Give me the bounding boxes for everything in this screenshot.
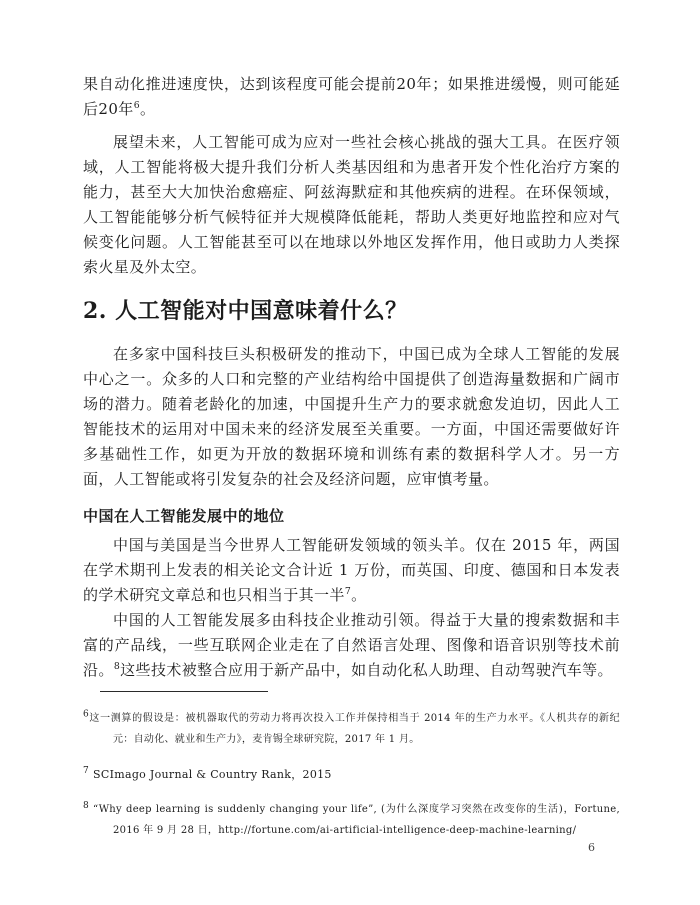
footnote-number-6: 6 — [83, 709, 90, 720]
footnote-ref-8: 8 — [113, 661, 121, 672]
footnote-number-7: 7 — [83, 766, 90, 777]
paragraph-text: 。 — [351, 586, 367, 604]
paragraph-text: 这些技术被整合应用于新产品中，如自动化私人助理、自动驾驶汽车等。 — [120, 661, 613, 679]
footnote-separator — [100, 691, 268, 692]
footnote-8 — [83, 799, 620, 841]
paragraph-china-development: 在多家中国科技巨头积极研发的推动下，中国已成为全球人工智能的发展中心之一。众多的人口和完整的产业结构给中国提供了创造海量数据和广阔市场的潜力。随着老龄化的加速，中国提升生产力的要求就愈发迫切，因此人工智能技术的运用对中国未来的经济发展至关重要。一方面，中国还需要做好许多基础性工作，如更为开放的数据环境和训练有素的数据科学人才。另一方面，人工智能或将引发复杂的社会及经济问题，应审慎考量。 — [83, 345, 620, 488]
paragraph-text: 果自动化推进速度快，达到该程度可能会提前20年；如果推进缓慢，则可能延后20年 — [83, 75, 620, 118]
body-text — [83, 72, 620, 683]
footnote-ref-6: 6 — [133, 100, 141, 111]
footnotes — [83, 708, 620, 841]
footnote-text: SCImago Journal & Country Rank，2015 — [93, 768, 332, 781]
paragraph-text: 中国与美国是当今世界人工智能研发领域的领头羊。仅在 2015 年，两国在学术期刊上发表的相关论文合计近 1 万份，而英国、印度、德国和日本发表的学术研究文章总和也只相当于其一半 — [83, 536, 620, 604]
paragraph-automation-pace — [83, 72, 620, 122]
paragraph-text: 中国的人工智能发展多由科技企业推动引领。得益于大量的搜索数据和丰富的产品线，一些互联网企业走在了自然语言处理、图像和语音识别等技术前沿。 — [83, 611, 620, 679]
paragraph-text: 。 — [140, 100, 156, 118]
footnote-number-8: 8 — [83, 800, 90, 811]
footnote-text: “Why deep learning is suddenly changing your life”, (为什么深度学习突然在改变你的生活)，Fortune, 2016 年 9 月 28 日，http://fortune.com/ai-artificial-intelligence-deep-machine-learning/ — [93, 804, 620, 836]
footnote-text: 这一测算的假设是：被机器取代的劳动力将再次投入工作并保持相当于 2014 年的生产力水平。《人机共存的新纪元：自动化、就业和生产力》，麦肯锡全球研究院，2017 年 1 月。 — [89, 713, 620, 745]
paragraph-ai-outlook: 展望未来，人工智能可成为应对一些社会核心挑战的强大工具。在医疗领域，人工智能将极大提升我们分析人类基因组和为患者开发个性化治疗方案的能力，甚至大大加快治愈癌症、阿兹海默症和其他疾病的进程。在环保领域，人工智能能够分析气候特征并大规模降低能耗，帮助人类更好地监控和应对气候变化问题。人工智能甚至可以在地球以外地区发挥作用，他日或助力人类探索火星及外太空。 — [83, 133, 620, 276]
section-heading-ai-china: 2. 人工智能对中国意味着什么？ — [83, 298, 408, 324]
footnote-6 — [83, 708, 620, 750]
sub-heading-china-status: 中国在人工智能发展中的地位 — [83, 507, 285, 525]
paragraph-tech-companies — [83, 608, 620, 683]
footnote-ref-7: 7 — [344, 586, 352, 597]
footnote-7 — [83, 764, 620, 785]
page-number: 6 — [588, 841, 595, 854]
paragraph-china-us-research — [83, 533, 620, 608]
